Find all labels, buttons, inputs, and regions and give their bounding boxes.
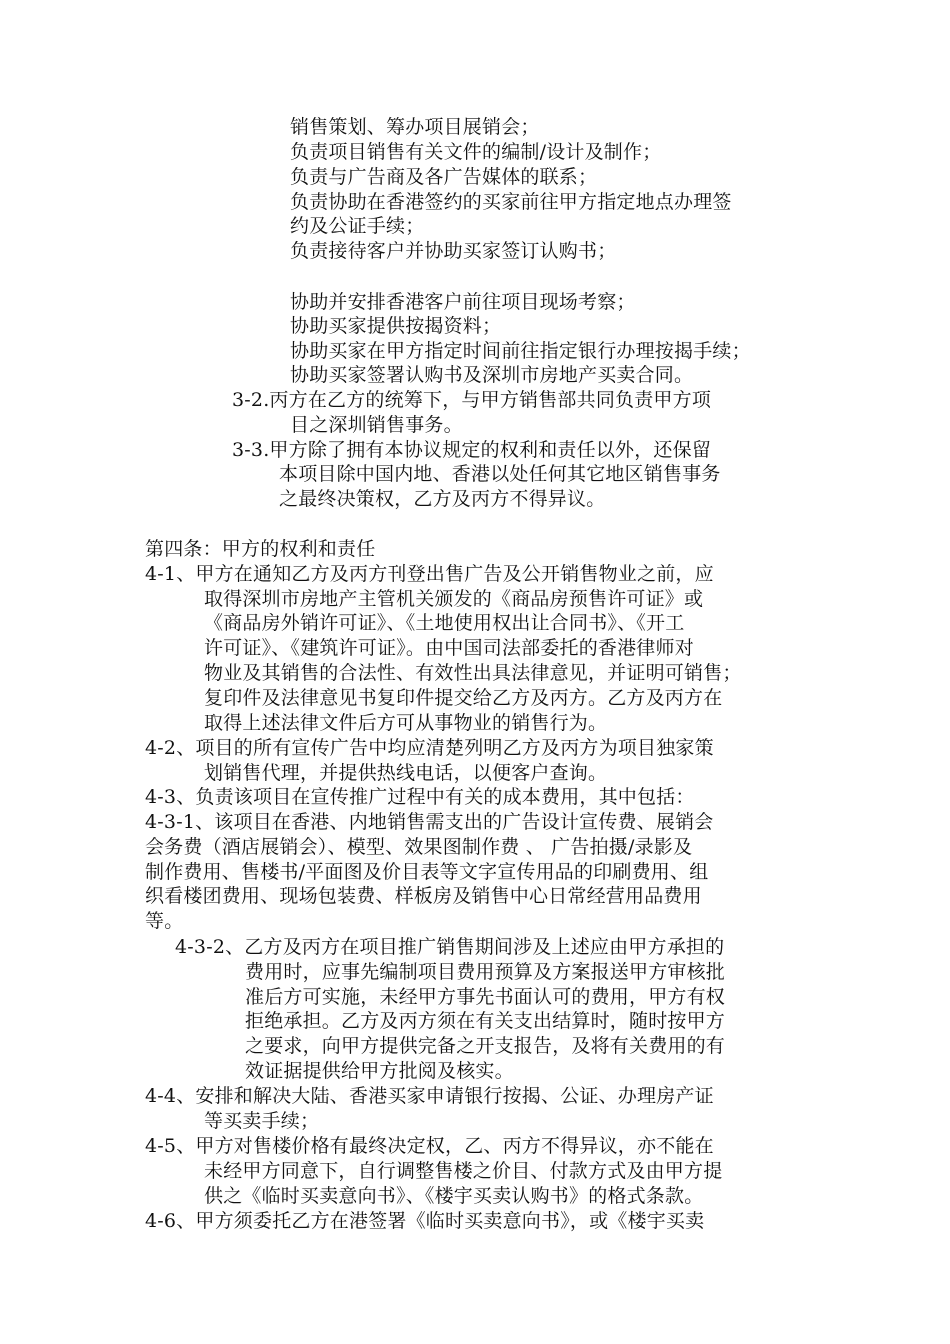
clause-3-3: 3-3.甲方除了拥有本协议规定的权利和责任以外，还保留	[232, 439, 712, 461]
clause-4-3: 4-3、负责该项目在宣传推广过程中有关的成本费用，其中包括：	[145, 786, 695, 808]
text-line: 《商品房外销许可证》、《土地使用权出让合同书》、《开工	[204, 612, 685, 634]
text-line: 划销售代理，并提供热线电话，以便客户查询。	[204, 762, 608, 784]
text-line: 负责协助在香港签约的买家前往甲方指定地点办理签	[290, 191, 732, 213]
text-line: 复印件及法律意见书复印件提交给乙方及丙方。乙方及丙方在	[204, 687, 723, 709]
text-line: 拒绝承担。乙方及丙方须在有关支出结算时，随时按甲方	[245, 1010, 726, 1032]
clause-4-2: 4-2、项目的所有宣传广告中均应清楚列明乙方及丙方为项目独家策	[145, 737, 714, 759]
text-line: 销售策划、筹办项目展销会；	[290, 116, 540, 138]
text-line: 之要求，向甲方提供完备之开支报告，及将有关费用的有	[245, 1035, 726, 1057]
clause-4-1: 4-1、甲方在通知乙方及丙方刊登出售广告及公开销售物业之前，应	[145, 563, 714, 585]
text-line: 目之深圳销售事务。	[290, 414, 463, 436]
text-line: 协助买家签署认购书及深圳市房地产买卖合同。	[290, 364, 694, 386]
text-line: 许可证》、《建筑许可证》。由中国司法部委托的香港律师对	[204, 637, 694, 659]
clause-3-2: 3-2.丙方在乙方的统筹下，与甲方销售部共同负责甲方项	[232, 389, 712, 411]
text-line: 制作费用、售楼书/平面图及价目表等文字宣传用品的印刷费用、组	[145, 861, 709, 883]
clause-4-5: 4-5、甲方对售楼价格有最终决定权，乙、丙方不得异议，亦不能在	[145, 1135, 714, 1157]
text-line: 负责项目销售有关文件的编制/设计及制作；	[290, 141, 662, 163]
text-line: 本项目除中国内地、香港以处任何其它地区销售事务	[279, 463, 721, 485]
text-line: 费用时，应事先编制项目费用预算及方案报送甲方审核批	[245, 961, 726, 983]
text-line: 准后方可实施，未经甲方事先书面认可的费用，甲方有权	[245, 986, 726, 1008]
text-line: 取得深圳市房地产主管机关颁发的《商品房预售许可证》或	[204, 588, 704, 610]
text-line: 未经甲方同意下，自行调整售楼之价目、付款方式及由甲方提	[204, 1160, 723, 1182]
text-line: 效证据提供给甲方批阅及核实。	[245, 1060, 514, 1082]
text-line: 负责接待客户并协助买家签订认购书；	[290, 240, 617, 262]
text-line: 负责与广告商及各广告媒体的联系；	[290, 166, 598, 188]
text-line: 等买卖手续；	[204, 1110, 320, 1132]
text-line: 协助买家提供按揭资料；	[290, 315, 502, 337]
clause-4-4: 4-4、安排和解决大陆、香港买家申请银行按揭、公证、办理房产证	[145, 1085, 714, 1107]
text-line: 取得上述法律文件后方可从事物业的销售行为。	[204, 712, 608, 734]
clause-4-6: 4-6、甲方须委托乙方在港签署《临时买卖意向书》，或《楼宇买卖	[145, 1210, 705, 1232]
section-heading: 第四条：甲方的权利和责任	[145, 538, 376, 560]
text-line: 会务费（酒店展销会）、模型、效果图制作费 、 广告拍摄/录影及	[145, 836, 693, 858]
text-line: 约及公证手续；	[290, 215, 425, 237]
text-line: 等。	[145, 910, 184, 932]
text-line: 物业及其销售的合法性、有效性出具法律意见，并证明可销售；	[204, 662, 742, 684]
text-line: 之最终决策权，乙方及丙方不得异议。	[279, 488, 606, 510]
text-line: 供之《临时买卖意向书》、《楼宇买卖认购书》的格式条款。	[204, 1185, 704, 1207]
text-line: 织看楼团费用、现场包装费、样板房及销售中心日常经营用品费用	[145, 885, 702, 907]
text-line: 协助买家在甲方指定时间前往指定银行办理按揭手续；	[290, 340, 751, 362]
text-line: 协助并安排香港客户前往项目现场考察；	[290, 291, 636, 313]
clause-4-3-2: 4-3-2、乙方及丙方在项目推广销售期间涉及上述应由甲方承担的	[175, 936, 725, 958]
clause-4-3-1: 4-3-1、该项目在香港、内地销售需支出的广告设计宣传费、展销会	[145, 811, 714, 833]
